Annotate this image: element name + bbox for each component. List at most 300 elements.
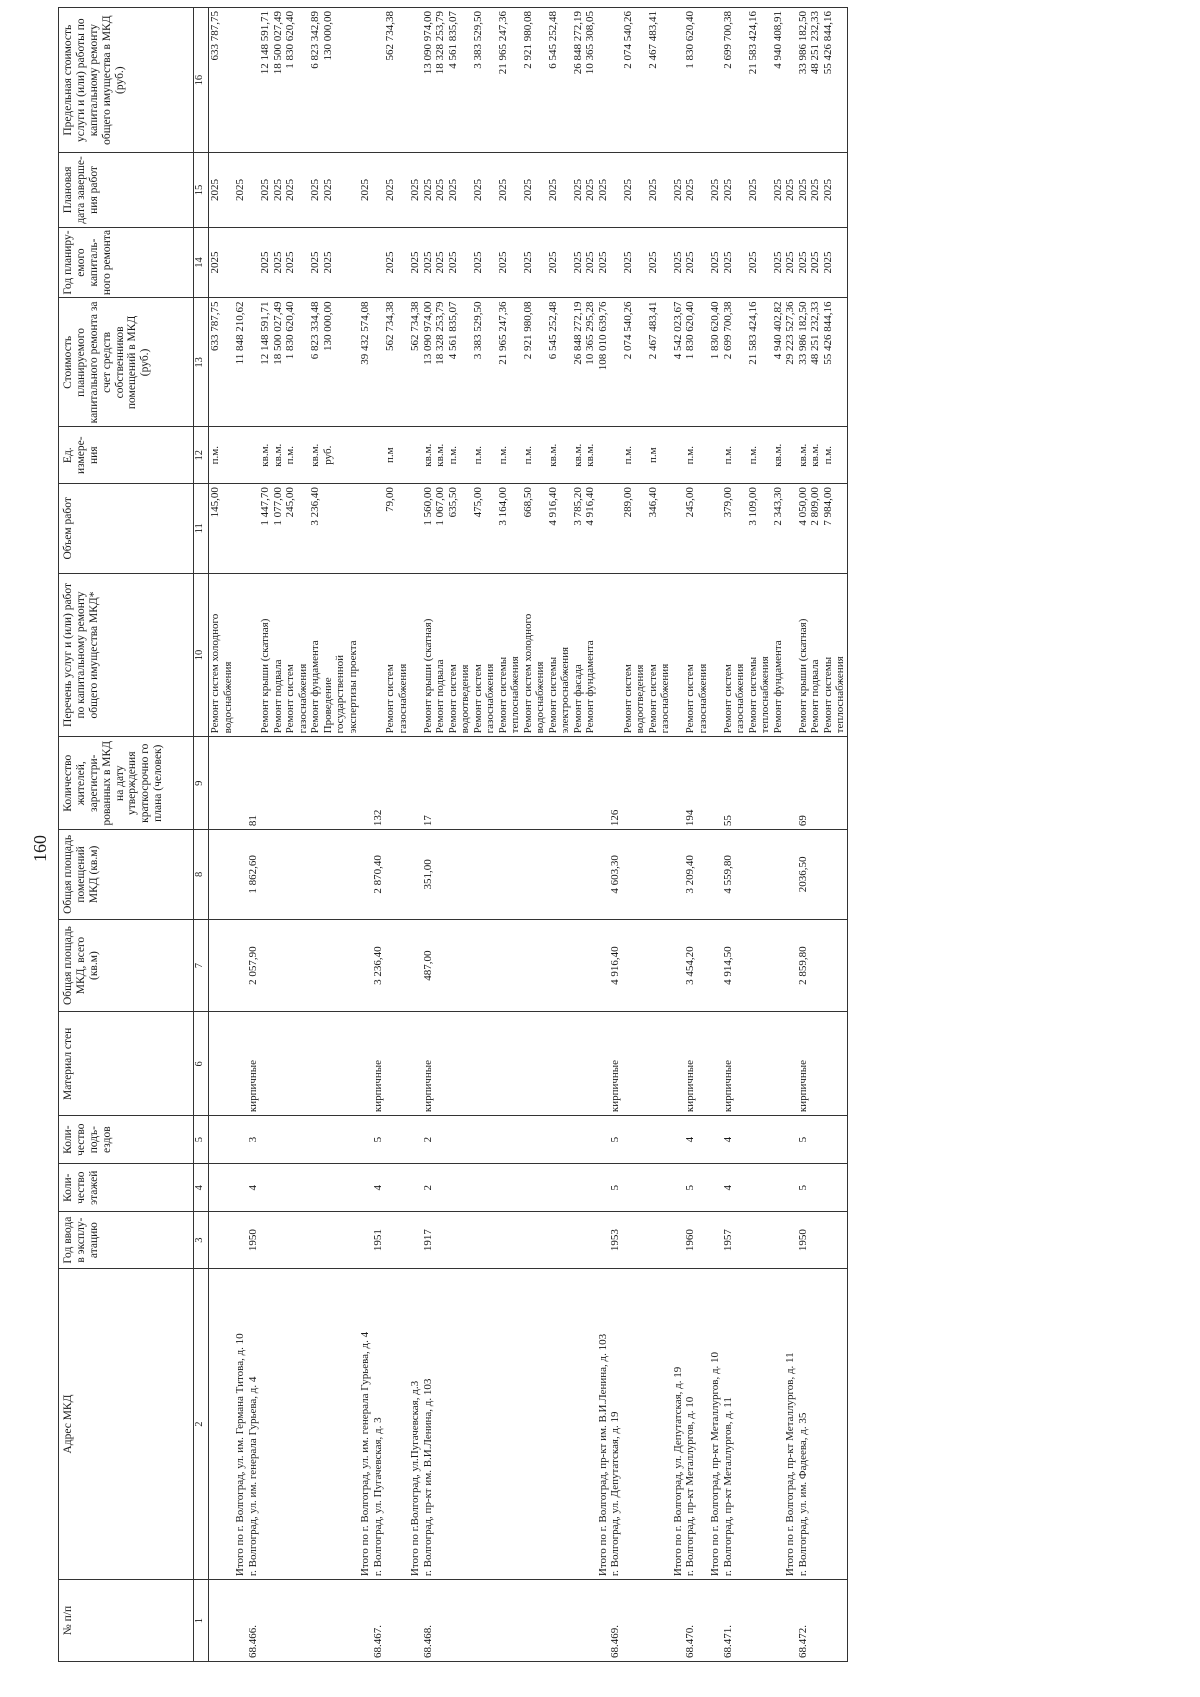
area-total-cell xyxy=(209,919,247,1012)
limit-cost: 48 251 232,33 xyxy=(809,11,821,75)
column-header: Общая площадь помещений МКД (кв.м) xyxy=(59,830,194,920)
completion-date: 2025 xyxy=(796,178,809,201)
limit-cost-cell xyxy=(722,8,797,153)
address-cell xyxy=(247,1268,372,1579)
address-cell xyxy=(609,1268,684,1579)
blank-line xyxy=(359,487,372,570)
repair-year: 2025 xyxy=(809,251,821,274)
blank-line xyxy=(659,487,672,570)
blank-line xyxy=(734,487,747,570)
area-total-cell xyxy=(609,919,684,1012)
repair-year-cell xyxy=(684,227,722,298)
blank-line xyxy=(759,430,772,480)
blank-line xyxy=(534,487,547,570)
blank-line xyxy=(609,430,622,480)
floors-cell xyxy=(722,1164,797,1212)
planned-cost: 1 830 620,40 xyxy=(684,301,696,360)
residents: 17 xyxy=(421,815,434,827)
blank-line xyxy=(697,156,710,223)
blank-line xyxy=(484,487,497,570)
blank-line xyxy=(322,1272,335,1576)
area-total: 4 916,40 xyxy=(609,946,621,985)
blank-line xyxy=(534,231,547,295)
blank-line xyxy=(759,487,772,570)
unit: п.м. xyxy=(821,446,834,465)
column-header: Перечень услуг и (или) работ по капитальному ремонту общего имущества МКД* xyxy=(59,573,194,737)
blank-line xyxy=(397,231,410,295)
column-number: 7 xyxy=(194,919,209,1012)
material-cell xyxy=(422,1012,610,1116)
blank-line xyxy=(609,11,622,149)
unit: п.м. xyxy=(721,446,734,465)
repair-year: 2025 xyxy=(721,251,734,274)
planned-cost-cell xyxy=(209,298,247,427)
blank-line xyxy=(622,1272,635,1576)
planned-cost-cell xyxy=(247,298,372,427)
unit: п.м. xyxy=(209,446,221,465)
work-item: Ремонт фасада xyxy=(571,664,584,734)
column-number: 8 xyxy=(194,830,209,920)
blank-line xyxy=(784,430,797,480)
column-header: Ед. измере-ния xyxy=(59,427,194,484)
entrances: 4 xyxy=(684,1136,696,1143)
blank-line xyxy=(222,156,235,223)
completion-date-cell xyxy=(609,153,684,227)
unit: кв.м. xyxy=(546,443,559,467)
residents: 81 xyxy=(246,815,259,827)
material: кирпичные xyxy=(796,1059,809,1113)
blank-line xyxy=(222,231,235,295)
area-total: 3 454,20 xyxy=(684,946,696,985)
blank-line xyxy=(609,577,622,734)
area-rooms: 2036,50 xyxy=(796,856,809,893)
residents: 69 xyxy=(796,815,809,827)
blank-line xyxy=(759,231,772,295)
completion-date: 2025 xyxy=(684,178,696,201)
limit-cost-cell xyxy=(209,8,247,153)
work-item: газоснабжения xyxy=(734,663,746,734)
planned-cost-cell xyxy=(422,298,610,427)
residents: 132 xyxy=(371,809,384,827)
row-number xyxy=(684,1580,722,1662)
page-number: 160 xyxy=(30,835,50,862)
column-header: Коли-чество подъ-ездов xyxy=(59,1116,194,1164)
blank-line xyxy=(734,1272,747,1576)
unit: кв.м. xyxy=(309,443,321,467)
planned-cost: 6 823 334,48 xyxy=(309,301,321,360)
blank-line xyxy=(234,577,247,734)
blank-line xyxy=(297,156,310,223)
blank-line xyxy=(559,1272,572,1576)
column-header: Год планиру-емого капиталь-ного ремонта xyxy=(59,227,194,298)
repair-year: 2025 xyxy=(309,251,321,274)
residents-cell xyxy=(609,737,684,830)
blank-line xyxy=(634,430,647,480)
limit-cost: 4 561 835,07 xyxy=(446,11,459,69)
area-rooms: 3 209,40 xyxy=(684,855,696,894)
blank-line xyxy=(509,231,522,295)
completion-date: 2025 xyxy=(234,178,246,201)
column-header: Общая площадь МКД, всего (кв.м) xyxy=(59,919,194,1012)
entrances-cell xyxy=(797,1116,848,1164)
blank-line xyxy=(672,577,685,734)
blank-line xyxy=(609,231,622,295)
work-volume-cell xyxy=(209,484,247,574)
completion-date: 2025 xyxy=(271,178,284,201)
total-label: Итого по г. Волгоград, пр-кт Металлургов, д. 10 xyxy=(709,1351,721,1577)
blank-line xyxy=(234,231,247,295)
address-cell xyxy=(372,1268,422,1579)
year-built: 1951 xyxy=(371,1229,384,1252)
unit: п.м. xyxy=(684,446,696,465)
blank-line xyxy=(534,1272,547,1576)
area-rooms: 4 603,30 xyxy=(609,855,621,894)
blank-line xyxy=(547,1272,560,1576)
work-item: теплоснабжения xyxy=(834,656,846,734)
floors-cell xyxy=(372,1164,422,1212)
work-item: газоснабжения xyxy=(396,663,409,734)
repair-year: 2025 xyxy=(321,251,334,274)
limit-cost-cell xyxy=(609,8,684,153)
planned-cost: 1 830 620,40 xyxy=(709,301,721,360)
year-built-cell xyxy=(372,1212,422,1269)
limit-cost: 2 074 540,26 xyxy=(621,11,634,69)
limit-cost: 633 787,75 xyxy=(209,11,221,61)
unit: п.м. xyxy=(446,446,459,465)
completion-date: 2025 xyxy=(809,178,821,201)
completion-date-cell xyxy=(422,153,610,227)
repair-year: 2025 xyxy=(271,251,284,274)
material-cell xyxy=(209,1012,247,1116)
work-item: Ремонт систем xyxy=(621,664,634,734)
floors: 2 xyxy=(421,1184,434,1191)
blank-line xyxy=(222,487,235,570)
work-volume: 635,50 xyxy=(446,487,459,518)
blank-line xyxy=(759,156,772,223)
blank-line xyxy=(297,487,310,570)
planned-cost: 108 010 639,76 xyxy=(596,301,609,371)
blank-line xyxy=(222,302,235,424)
unit: п.м xyxy=(384,447,396,463)
repair-year-cell xyxy=(372,227,422,298)
blank-line xyxy=(459,1272,472,1576)
column-header: Количество жителей, зарегистри-рованных в МКД на дату утверждения краткосрочно го плана (человек) xyxy=(59,737,194,830)
work-volume: 3 236,40 xyxy=(309,487,321,526)
column-header: Коли-чество этажей xyxy=(59,1164,194,1212)
limit-cost: 4 940 408,91 xyxy=(771,11,784,69)
blank-line xyxy=(484,302,497,424)
year-built-cell xyxy=(684,1212,722,1269)
blank-line xyxy=(472,1272,485,1576)
completion-date: 2025 xyxy=(384,178,396,201)
planned-cost: 55 426 844,16 xyxy=(821,301,834,365)
work-volume: 7 984,00 xyxy=(821,487,834,526)
work-item: Ремонт систем холодного xyxy=(209,613,221,734)
entrances-cell xyxy=(422,1116,610,1164)
table-row xyxy=(372,8,422,1662)
planned-cost: 48 251 232,33 xyxy=(809,301,821,365)
blank-line xyxy=(509,1272,522,1576)
blank-line xyxy=(297,1272,310,1576)
work-item: водоснабжения xyxy=(221,661,234,734)
column-number: 6 xyxy=(194,1012,209,1116)
column-number: 10 xyxy=(194,573,209,737)
blank-line xyxy=(597,430,610,480)
blank-line xyxy=(647,1272,660,1576)
floors: 4 xyxy=(371,1184,384,1191)
table-row xyxy=(209,8,247,1662)
column-number: 12 xyxy=(194,427,209,484)
repair-year: 2025 xyxy=(434,251,446,274)
blank-line xyxy=(359,231,372,295)
address-text: г. Волгоград, ул. Депутатская, д. 19 xyxy=(609,1411,621,1577)
area-rooms-cell xyxy=(722,830,797,920)
residents: 194 xyxy=(684,809,696,827)
table-row xyxy=(722,8,797,1662)
blank-line xyxy=(534,430,547,480)
planned-cost-cell xyxy=(684,298,722,427)
completion-date: 2025 xyxy=(496,178,509,201)
work-volume: 475,00 xyxy=(471,487,484,518)
blank-line xyxy=(734,231,747,295)
planned-cost: 12 148 591,71 xyxy=(259,301,271,365)
limit-cost-cell xyxy=(372,8,422,153)
area-total: 2 057,90 xyxy=(246,946,259,985)
total-label: Итого по г. Волгоград, ул. Депутатская, д. 19 xyxy=(671,1366,684,1577)
column-header: Плановая дата заверше-ния работ xyxy=(59,153,194,227)
repair-year-cell xyxy=(609,227,684,298)
planned-cost: 21 583 424,16 xyxy=(746,301,759,365)
blank-line xyxy=(247,11,260,149)
blank-line xyxy=(322,487,335,570)
work-item: Ремонт системы xyxy=(496,656,509,734)
entrances: 3 xyxy=(246,1136,259,1143)
blank-line xyxy=(834,430,847,480)
column-header: Стоимость планируемого капитального ремонта за счет средств собственников помещений в МКД (руб.) xyxy=(59,298,194,427)
completion-date-cell xyxy=(684,153,722,227)
limit-cost: 562 734,38 xyxy=(384,11,396,61)
work-item: газоснабжения xyxy=(659,663,671,734)
blank-line xyxy=(484,1272,497,1576)
completion-date-cell xyxy=(247,153,372,227)
material: кирпичные xyxy=(421,1059,434,1113)
floors-cell xyxy=(209,1164,247,1212)
repair-year-cell xyxy=(797,227,848,298)
column-number: 14 xyxy=(194,227,209,298)
blank-line xyxy=(347,487,360,570)
completion-date: 2025 xyxy=(784,178,796,201)
work-item: Ремонт крыши (скатная) xyxy=(421,618,434,734)
blank-line xyxy=(509,156,522,223)
blank-line xyxy=(459,231,472,295)
work-item: водоотведения xyxy=(634,664,646,734)
blank-line xyxy=(347,302,360,424)
column-number: 15 xyxy=(194,153,209,227)
completion-date-cell xyxy=(797,153,848,227)
completion-date: 2025 xyxy=(284,178,296,201)
limit-cost: 1 830 620,40 xyxy=(284,11,296,69)
material: кирпичные xyxy=(609,1059,621,1113)
planned-cost: 29 223 527,36 xyxy=(784,301,796,365)
limit-cost: 18 500 027,49 xyxy=(271,11,284,75)
work-item: электроснабжения xyxy=(559,646,571,734)
material: кирпичные xyxy=(684,1059,696,1113)
work-volume-cell xyxy=(722,484,797,574)
blank-line xyxy=(559,156,572,223)
blank-line xyxy=(697,1272,710,1576)
blank-line xyxy=(372,302,385,424)
planned-cost: 4 542 023,67 xyxy=(671,301,684,360)
blank-line xyxy=(372,11,385,149)
floors: 4 xyxy=(721,1184,734,1191)
row-number-text: 68.469. xyxy=(609,1625,621,1658)
unit: кв.м. xyxy=(771,443,784,467)
column-number: 11 xyxy=(194,484,209,574)
planned-cost: 21 965 247,36 xyxy=(496,301,509,365)
area-total: 2 859,80 xyxy=(796,946,809,985)
work-item-cell xyxy=(422,573,610,737)
work-item: Ремонт систем xyxy=(646,664,659,734)
area-total: 3 236,40 xyxy=(371,946,384,985)
work-item: газоснабжения xyxy=(296,663,309,734)
blank-line xyxy=(772,1272,785,1576)
limit-cost: 2 699 700,38 xyxy=(721,11,734,69)
planned-cost: 2 699 700,38 xyxy=(721,301,734,360)
material: кирпичные xyxy=(721,1059,734,1113)
blank-line xyxy=(634,231,647,295)
planned-cost: 1 830 620,40 xyxy=(284,301,296,360)
blank-line xyxy=(359,430,372,480)
total-label: Итого по г. Волгоград, ул. им. генерала Гурьева, д. 4 xyxy=(359,1331,371,1577)
entrances: 2 xyxy=(421,1136,434,1143)
address-text: г. Волгоград, пр-кт Металлургов, д. 10 xyxy=(684,1396,696,1577)
blank-line xyxy=(297,430,310,480)
blank-line xyxy=(334,156,347,223)
column-header: Объем работ xyxy=(59,484,194,574)
completion-date: 2025 xyxy=(521,178,534,201)
blank-line xyxy=(709,487,722,570)
limit-cost: 2 467 483,41 xyxy=(646,11,659,69)
work-volume-cell xyxy=(609,484,684,574)
unit: кв.м. xyxy=(809,443,821,467)
blank-line xyxy=(459,487,472,570)
completion-date: 2025 xyxy=(621,178,634,201)
completion-date: 2025 xyxy=(546,178,559,201)
column-number: 4 xyxy=(194,1164,209,1212)
row-number xyxy=(209,1580,247,1662)
repair-year: 2025 xyxy=(821,251,834,274)
material: кирпичные xyxy=(246,1059,259,1113)
blank-line xyxy=(334,231,347,295)
year-built-cell xyxy=(609,1212,684,1269)
residents: 55 xyxy=(721,815,734,827)
blank-line xyxy=(809,1272,822,1576)
completion-date: 2025 xyxy=(584,178,596,201)
work-volume-cell xyxy=(247,484,372,574)
repair-year: 2025 xyxy=(684,251,696,274)
work-volume: 1 447,70 xyxy=(259,487,271,526)
blank-line xyxy=(559,11,572,149)
work-item-cell xyxy=(247,573,372,737)
completion-date: 2025 xyxy=(771,178,784,201)
unit: кв.м. xyxy=(796,443,809,467)
blank-line xyxy=(834,11,847,149)
area-total-cell xyxy=(247,919,372,1012)
repair-year: 2025 xyxy=(621,251,634,274)
work-volume: 2 809,00 xyxy=(809,487,821,526)
work-item: Ремонт подвала xyxy=(434,659,446,734)
blank-line xyxy=(672,430,685,480)
total-label: Итого по г. Волгоград, ул. им. Германа Титова, д. 10 xyxy=(234,1333,246,1577)
entrances-cell xyxy=(609,1116,684,1164)
blank-line xyxy=(509,302,522,424)
floors: 5 xyxy=(684,1184,696,1191)
blank-line xyxy=(209,1272,222,1576)
limit-cost: 2 921 980,08 xyxy=(521,11,534,69)
year-built: 1953 xyxy=(609,1229,621,1252)
work-item: Ремонт крыши (скатная) xyxy=(796,618,809,734)
planned-cost: 2 074 540,26 xyxy=(621,301,634,360)
unit-cell xyxy=(684,427,722,484)
work-item: Ремонт систем xyxy=(471,664,484,734)
material-cell xyxy=(797,1012,848,1116)
floors-cell xyxy=(609,1164,684,1212)
residents-cell xyxy=(247,737,372,830)
planned-cost: 39 432 574,08 xyxy=(359,301,371,365)
entrances: 5 xyxy=(609,1136,621,1143)
blank-line xyxy=(247,302,260,424)
row-number xyxy=(797,1580,848,1662)
entrances-cell xyxy=(247,1116,372,1164)
work-item: Ремонт систем xyxy=(384,664,396,734)
repair-year: 2025 xyxy=(384,251,396,274)
column-header: Адрес МКД xyxy=(59,1268,194,1579)
year-built: 1957 xyxy=(721,1229,734,1252)
blank-line xyxy=(697,487,710,570)
limit-cost: 55 426 844,16 xyxy=(821,11,834,75)
unit: кв.м. xyxy=(421,443,434,467)
blank-line xyxy=(397,302,410,424)
year-built: 1950 xyxy=(796,1229,809,1252)
floors: 4 xyxy=(246,1184,259,1191)
blank-line xyxy=(372,231,385,295)
work-item: водоотведения xyxy=(459,664,471,734)
blank-line xyxy=(397,156,410,223)
planned-cost: 18 328 253,79 xyxy=(434,301,446,365)
column-number: 3 xyxy=(194,1212,209,1269)
table-row xyxy=(684,8,722,1662)
blank-line xyxy=(459,11,472,149)
completion-date-cell xyxy=(209,153,247,227)
completion-date: 2025 xyxy=(446,178,459,201)
year-built-cell xyxy=(247,1212,372,1269)
blank-line xyxy=(784,487,797,570)
residents-cell xyxy=(722,737,797,830)
blank-line xyxy=(734,156,747,223)
blank-line xyxy=(509,11,522,149)
blank-line xyxy=(247,577,260,734)
blank-line xyxy=(459,156,472,223)
repair-year-cell xyxy=(247,227,372,298)
blank-line xyxy=(697,302,710,424)
blank-line xyxy=(659,156,672,223)
work-item: Ремонт системы xyxy=(821,656,834,734)
blank-line xyxy=(659,1272,672,1576)
planned-cost: 10 365 295,28 xyxy=(584,301,596,365)
repair-year-cell xyxy=(209,227,247,298)
unit: п.м xyxy=(646,447,659,463)
work-item: Ремонт систем xyxy=(446,664,459,734)
